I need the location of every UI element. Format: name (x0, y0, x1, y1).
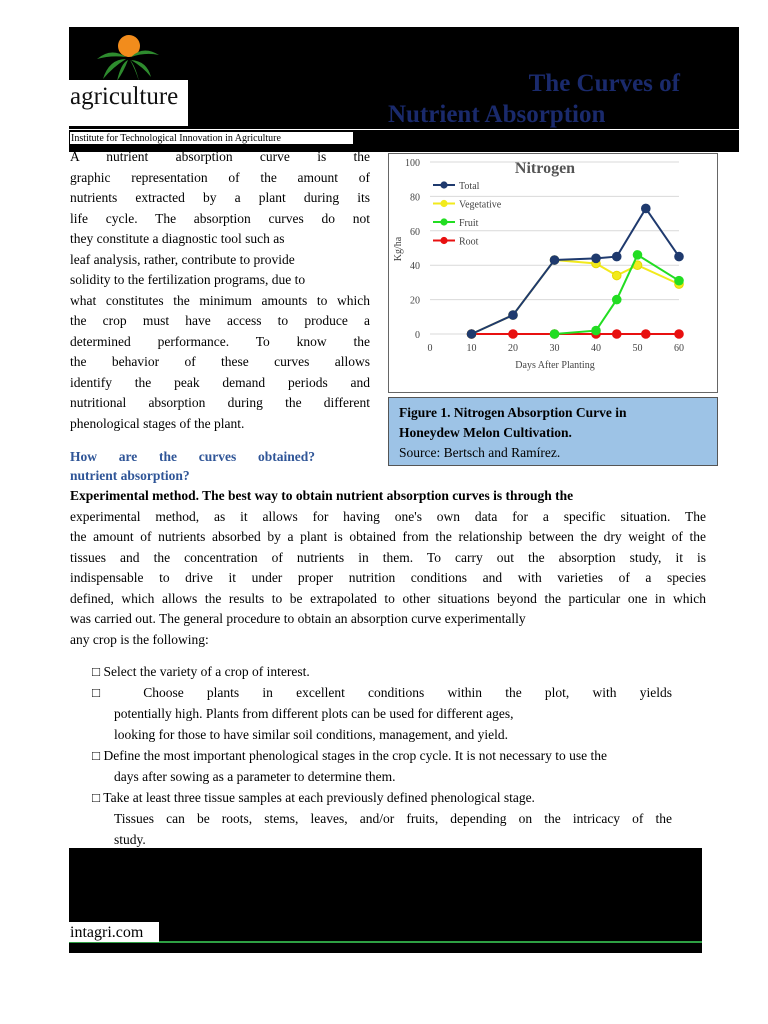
x-tick-label: 50 (632, 343, 643, 354)
data-point-fruit (612, 295, 621, 304)
method-line: tissues and the concentration of nutrients in them. To carry out the absorption study, it is (70, 549, 706, 565)
legend-swatch-marker (440, 200, 447, 207)
intro-line: graphic representation of the amount of (70, 169, 370, 185)
x-tick-label: 10 (466, 343, 477, 354)
caption-title-2: Honeydew Melon Cultivation. (399, 425, 572, 440)
intro-line: solidity to the fertilization programs, due to (70, 272, 306, 287)
nitrogen-chart (389, 154, 717, 392)
method-line: experimental method, as it allows for having one's own data for a specific situation. The (70, 508, 706, 524)
legend-swatch-marker (440, 181, 447, 188)
title-line-1: The Curves of (528, 70, 680, 97)
data-point-total (612, 252, 621, 261)
intro-line: they constitute a diagnostic tool such as (70, 231, 285, 246)
list-item-continuation: looking for those to have similar soil conditions, management, and yield. (114, 727, 509, 742)
method-line: any crop is the following: (70, 631, 209, 647)
y-axis-label: Kg/ha (393, 236, 404, 262)
intro-line: what constitutes the minimum amounts to which (70, 292, 370, 308)
legend-label: Vegetative (459, 199, 502, 211)
method-line: was carried out. The general procedure to obtain an absorption curve experimentally (70, 611, 526, 626)
footer-rule (69, 941, 702, 943)
chart-title: Nitrogen (514, 160, 576, 177)
intro-line: the behavior of these curves allows (70, 354, 370, 369)
intro-line: leaf analysis, rather, contribute to provide (70, 251, 295, 267)
legend-swatch-marker (440, 237, 447, 244)
caption-source: Source: Bertsch and Ramírez. (399, 445, 561, 460)
data-point-total (675, 252, 684, 261)
list-item-continuation: study. (114, 832, 146, 847)
x-tick-label: 30 (549, 343, 560, 354)
x-tick-label: 0 (427, 343, 433, 354)
intro-line: phenological stages of the plant. (70, 415, 245, 431)
section-question (70, 447, 315, 485)
data-point-total (509, 311, 518, 320)
list-item-continuation: days after sowing as a parameter to determine them. (114, 769, 396, 784)
y-tick-label: 20 (410, 295, 420, 307)
intro-line: the crop must have access to produce a (70, 313, 370, 328)
y-tick-label: 80 (410, 192, 420, 204)
data-point-total (592, 254, 601, 263)
y-tick-label: 60 (410, 226, 420, 238)
list-item-continuation: Tissues can be roots, stems, leaves, and/or fruits, depending on the intricacy of the (114, 811, 672, 826)
footer-band (69, 848, 702, 953)
y-tick-label: 0 (415, 330, 420, 341)
logo-icon (93, 33, 161, 83)
data-point-vegetative (612, 271, 621, 280)
list-item: □ Select the variety of a crop of interest. (92, 664, 310, 679)
logo-text: agriculture (70, 83, 179, 110)
x-tick-label: 40 (591, 343, 601, 354)
data-point-total (467, 330, 476, 339)
data-point-fruit (550, 330, 559, 339)
intro-line: life cycle. The absorption curves do not (70, 210, 370, 226)
page-title (388, 68, 680, 130)
chart-frame (388, 153, 718, 393)
header-rule (69, 129, 739, 130)
list-item-continuation: potentially high. Plants from different plots can be used for different ages, (114, 706, 514, 721)
series-line-vegetative (472, 260, 680, 334)
legend-label: Fruit (459, 218, 479, 229)
question-line-1: How are the curves obtained? (70, 449, 315, 464)
legend-label: Root (459, 236, 479, 248)
method-lead: Experimental method. The best way to obtain nutrient absorption curves is through the (70, 488, 574, 503)
method-line: the amount of nutrients absorbed by a plant is obtained from the relationship between the dry weight of the (70, 529, 706, 544)
list-item: □ Choose plants in excellent conditions within the plot, with yields (92, 685, 672, 700)
title-line-2: Nutrient Absorption (388, 101, 606, 128)
intro-line: nutrients extracted by a plant during its (70, 190, 370, 205)
data-point-total (550, 256, 559, 265)
data-point-fruit (592, 326, 601, 335)
legend-label: Total (459, 181, 480, 192)
y-tick-label: 40 (410, 261, 420, 273)
data-point-root (642, 330, 651, 339)
series-line-fruit (555, 255, 680, 334)
procedure-list (92, 661, 672, 850)
intro-line: A nutrient absorption curve is the (70, 149, 370, 164)
x-tick-label: 20 (508, 343, 518, 354)
list-item: □ Define the most important phenological stages in the crop cycle. It is not necessary to use the (92, 748, 608, 763)
method-paragraph (70, 486, 706, 650)
intro-line: identify the peak demand periods and (70, 374, 370, 390)
institute-label: Institute for Technological Innovation in Agriculture (69, 131, 354, 145)
legend-swatch-marker (440, 218, 447, 225)
data-point-fruit (675, 276, 684, 285)
question-line-2: nutrient absorption? (70, 468, 190, 483)
y-tick-label: 100 (405, 158, 420, 169)
data-point-total (642, 204, 651, 213)
data-point-root (612, 330, 621, 339)
method-line: indispensable to drive it under proper nutrition conditions and with varieties of a species (70, 570, 706, 585)
intro-line: nutritional absorption during the different (70, 395, 370, 410)
x-tick-label: 60 (674, 343, 684, 354)
list-item: □ Take at least three tissue samples at each previously defined phenological stage. (92, 790, 535, 805)
intro-line: determined performance. To know the (70, 333, 370, 349)
method-line: defined, which allows the results to be extrapolated to other situations beyond the particular one in which (70, 590, 706, 606)
data-point-fruit (633, 251, 642, 260)
data-point-root (509, 330, 518, 339)
series-line-total (472, 208, 680, 334)
intro-paragraph (70, 147, 370, 434)
data-point-root (675, 330, 684, 339)
footer-site[interactable]: intagri.com (70, 924, 144, 941)
x-axis-label: Days After Planting (515, 360, 595, 371)
figure-caption (388, 397, 718, 466)
caption-title-1: Figure 1. Nitrogen Absorption Curve in (399, 405, 627, 420)
